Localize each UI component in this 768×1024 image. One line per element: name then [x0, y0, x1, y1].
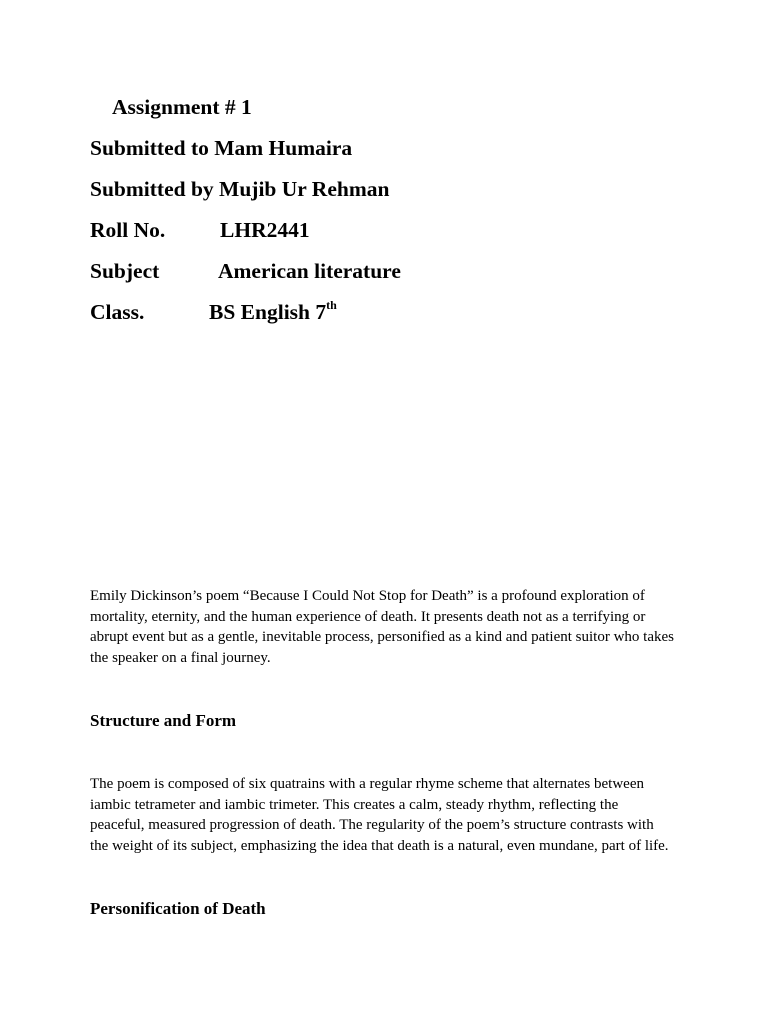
subject-row: [90, 259, 401, 283]
structure-line: The poem is composed of six quatrains with a regular rhyme scheme that alternates between: [90, 776, 644, 792]
structure-line: peaceful, measured progression of death. The regularity of the poem’s structure contrasts with: [90, 817, 654, 833]
class-value: BS English 7: [209, 300, 327, 324]
class-label: Class.: [90, 300, 145, 324]
heading-structure-and-form: Structure and Form: [90, 711, 237, 730]
submitted-to-line: Submitted to Mam Humaira: [90, 136, 353, 160]
subject-label: Subject: [90, 259, 160, 283]
submitted-by-line: Submitted by Mujib Ur Rehman: [90, 177, 390, 201]
intro-line: abrupt event but as a gentle, inevitable process, personified as a kind and patient suitor who takes: [90, 629, 674, 645]
heading-personification-of-death: Personification of Death: [90, 899, 266, 918]
assignment-title: Assignment # 1: [112, 95, 252, 119]
roll-value: LHR2441: [220, 218, 310, 242]
intro-line: mortality, eternity, and the human experience of death. It presents death not as a terrifying or: [90, 608, 646, 625]
structure-line: iambic tetrameter and iambic trimeter. This creates a calm, steady rhythm, reflecting the: [90, 796, 619, 813]
intro-paragraph: [90, 586, 690, 668]
class-ordinal-suffix: th: [326, 298, 337, 312]
structure-paragraph: [90, 774, 690, 856]
roll-label: Roll No.: [90, 218, 166, 242]
class-value-wrap: [209, 298, 337, 324]
intro-line: the speaker on a final journey.: [90, 649, 271, 666]
roll-number-row: [90, 218, 310, 242]
class-row: [90, 298, 337, 324]
structure-line: the weight of its subject, emphasizing the idea that death is a natural, even mundane, part of life.: [90, 837, 669, 854]
subject-value: American literature: [218, 259, 401, 283]
intro-line: Emily Dickinson’s poem “Because I Could Not Stop for Death” is a profound exploration of: [90, 588, 645, 604]
